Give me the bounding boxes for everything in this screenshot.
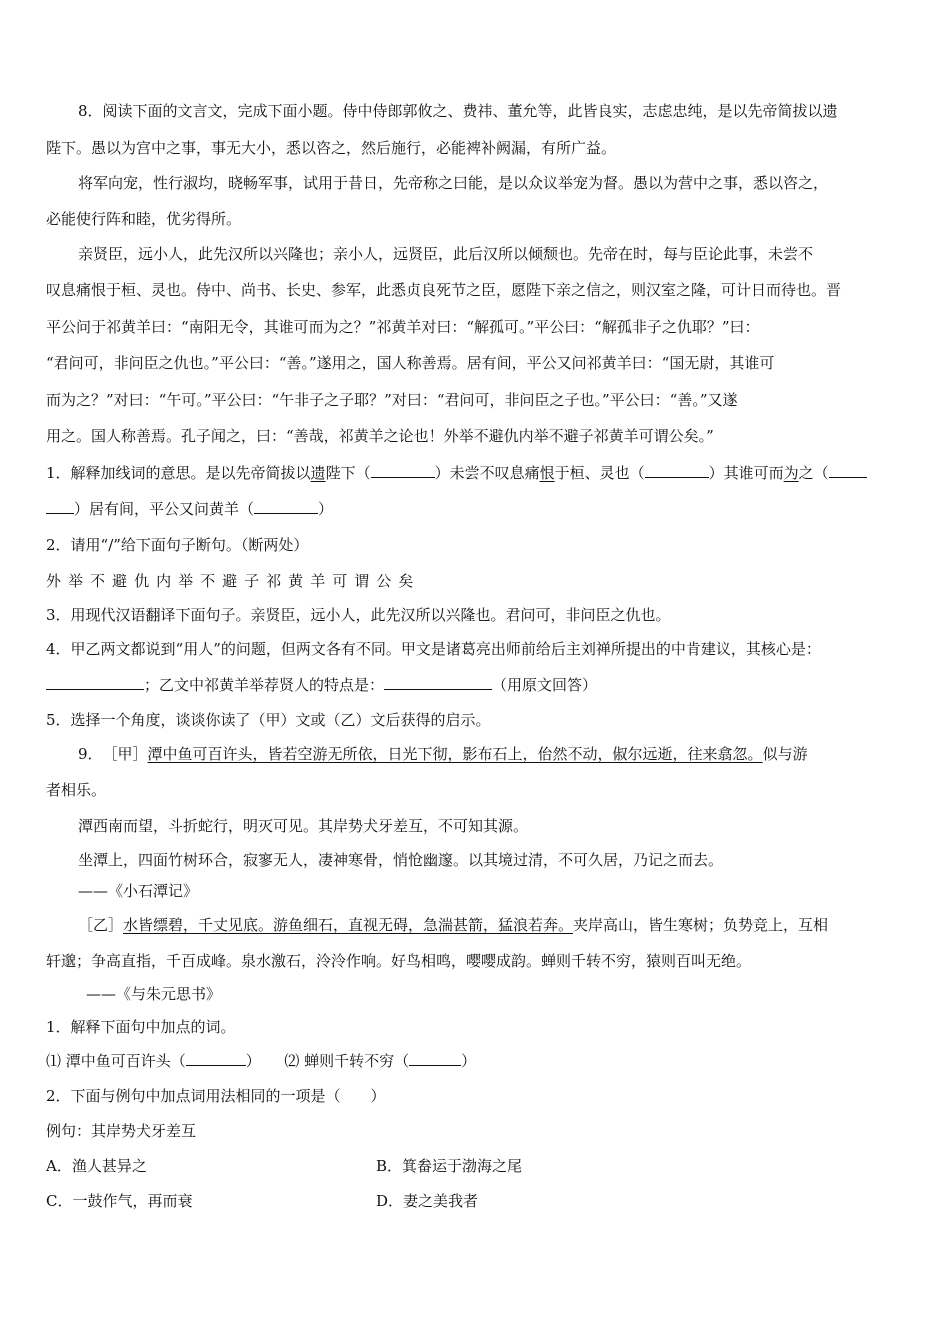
option-b[interactable]: B．箕畚运于渤海之尾: [376, 1157, 523, 1175]
q9-subquestion-2: 2．下面与例句中加点词用法相同的一项是（ ）: [46, 1087, 386, 1105]
q8-subquestion-4: 4．甲乙两文都说到“用人”的问题，但两文各有不同。甲文是诸葛亮出师前给后主刘禅所提出的中肯建议，其核心是：: [46, 640, 821, 658]
q9-subquestion-1-items: ⑴ 潭中鱼可百许头（ ） ⑵ 蝉则千转不穷（ ）: [46, 1052, 477, 1070]
answer-blank[interactable]: [645, 462, 709, 478]
q8-subquestion-1-cont: ）居有间，平公又问黄羊（ ）: [46, 498, 333, 520]
answer-blank[interactable]: [829, 462, 867, 478]
answer-blank[interactable]: [384, 674, 492, 690]
source-citation: ——《与朱元思书》: [86, 985, 222, 1003]
option-a[interactable]: A．渔人甚异之: [46, 1157, 147, 1175]
q9-jia-line: 9． ［甲］潭中鱼可百许头，皆若空游无所依，日光下彻，影布石上，佁然不动，俶尔远逝，往来翕忽。似与游: [78, 745, 808, 763]
answer-blank[interactable]: [186, 1050, 246, 1066]
answer-blank[interactable]: [46, 674, 144, 690]
answer-blank[interactable]: [409, 1050, 461, 1066]
q8-passage-line: 叹息痛恨于桓、灵也。侍中、尚书、长史、参军，此悉贞良死节之臣，愿陛下亲之信之，则汉室之隆，可计日而待也。晋: [46, 281, 842, 299]
q8-passage-line: 将军向宠，性行淑均，晓畅军事，试用于昔日，先帝称之曰能，是以众议举宠为督。愚以为营中之事，悉以咨之，: [78, 174, 829, 192]
answer-blank[interactable]: [371, 462, 435, 478]
option-d[interactable]: D．妻之美我者: [376, 1192, 479, 1210]
q9-jia-line: 坐潭上，四面竹树环合，寂寥无人，凄神寒骨，悄怆幽邃。以其境过清，不可久居，乃记之而去。: [78, 851, 724, 869]
q8-subquestion-4-cont: ；乙文中祁黄羊举荐贤人的特点是： （用原文回答）: [46, 674, 597, 696]
option-c[interactable]: C．一鼓作气，再而衰: [46, 1192, 193, 1210]
source-citation: ——《小石潭记》: [78, 882, 199, 900]
q8-passage-line: 必能使行阵和睦，优劣得所。: [46, 210, 242, 228]
q8-passage-line: 亲贤臣，远小人，此先汉所以兴隆也；亲小人，远贤臣，此后汉所以倾颓也。先帝在时，每与臣论此事，未尝不: [78, 245, 814, 263]
q9-yi-line: ［乙］水皆缥碧，千丈见底。游鱼细石，直视无碍，急湍甚箭，猛浪若奔。夹岸高山，皆生寒树；负势竞上，互相: [78, 916, 829, 934]
q8-passage-line: 用之。国人称善焉。孔子闻之，曰：“善哉，祁黄羊之论也！外举不避仇内举不避子祁黄羊可谓公矣。”: [46, 427, 714, 445]
answer-blank[interactable]: [46, 498, 74, 514]
q8-passage-line: 平公问于祁黄羊曰：“南阳无令，其谁可而为之？”祁黄羊对曰：“解孤可。”平公曰：“解孤非子之仇耶？”曰：: [46, 318, 760, 336]
q9-yi-line: 轩邈；争高直指，千百成峰。泉水激石，泠泠作响。好鸟相鸣，嘤嘤成韵。蝉则千转不穷，猿则百叫无绝。: [46, 952, 752, 970]
q8-subquestion-3: 3．用现代汉语翻译下面句子。亲贤臣，远小人，此先汉所以兴隆也。君问可，非问臣之仇也。: [46, 606, 671, 624]
q8-subquestion-5: 5．选择一个角度，谈谈你读了（甲）文或（乙）文后获得的启示。: [46, 711, 491, 729]
q9-subquestion-1: 1．解释下面句中加点的词。: [46, 1018, 236, 1036]
q8-passage-line: 陛下。愚以为宫中之事，事无大小，悉以咨之，然后施行，必能裨补阙漏，有所广益。: [46, 139, 617, 157]
q8-passage-line: 而为之？”对曰：“午可。”平公曰：“午非子之子耶？”对曰：“君问可，非问臣之子也。”平公曰：“善。”又遂: [46, 391, 738, 409]
answer-blank[interactable]: [254, 498, 318, 514]
q9-jia-line: 潭西南而望，斗折蛇行，明灭可见。其岸势犬牙差互，不可知其源。: [78, 817, 529, 835]
q8-passage-line: “君问可，非问臣之仇也。”平公曰：“善。”遂用之，国人称善焉。居有间，平公又问祁黄羊曰：“国无尉，其谁可: [46, 354, 775, 372]
q9-jia-line: 者相乐。: [46, 781, 107, 799]
punctuation-sentence: 外 举 不 避 仇 内 举 不 避 子 祁 黄 羊 可 谓 公 矣: [46, 572, 414, 590]
q8-subquestion-2: 2．请用“/”给下面句子断句。（断两处）: [46, 536, 309, 554]
q8-passage-line: 8．阅读下面的文言文，完成下面小题。侍中侍郎郭攸之、费祎、董允等，此皆良实，志虑忠纯，是以先帝简拔以遗: [78, 102, 838, 120]
q8-subquestion-1: 1．解释加线词的意思。是以先帝简拔以遗陛下（ ）未尝不叹息痛恨于桓、灵也（ ）其谁可而为之（: [46, 462, 867, 484]
example-sentence: 例句：其岸势犬牙差互: [46, 1122, 197, 1140]
